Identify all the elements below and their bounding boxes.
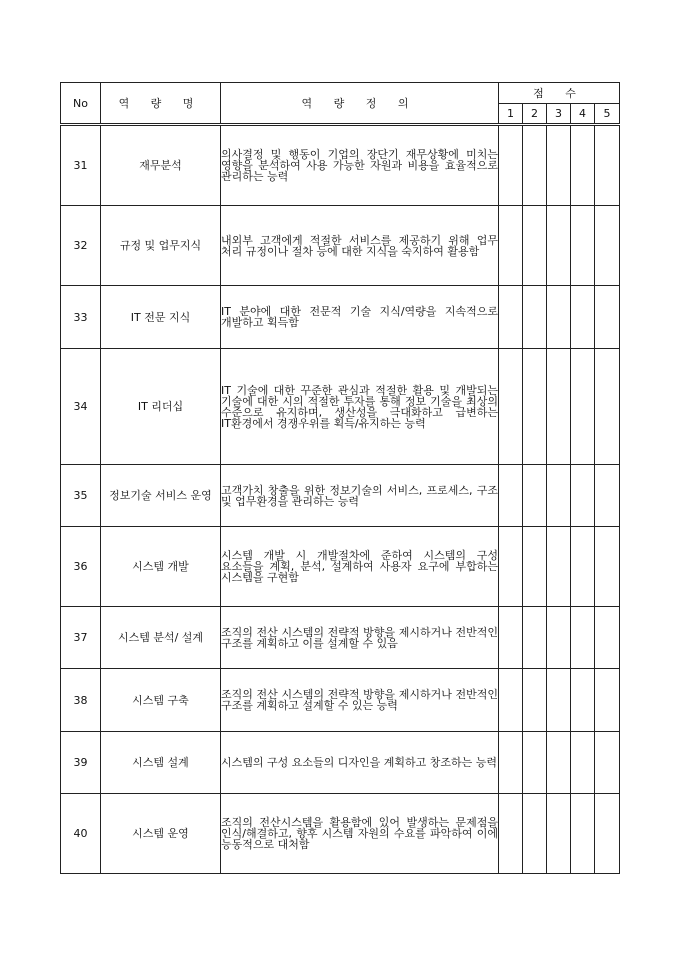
table-row bbox=[61, 527, 620, 607]
row-number: 38 bbox=[61, 669, 101, 732]
score-cell-2[interactable] bbox=[523, 349, 547, 465]
table-row bbox=[61, 206, 620, 286]
competency-name: 시스템 운영 bbox=[101, 794, 221, 874]
header-no: No bbox=[61, 83, 101, 125]
score-cell-2[interactable] bbox=[523, 206, 547, 286]
header-score-3: 3 bbox=[547, 104, 571, 125]
score-cell-3[interactable] bbox=[547, 794, 571, 874]
score-cell-2[interactable] bbox=[523, 286, 547, 349]
score-cell-2[interactable] bbox=[523, 669, 547, 732]
table-row bbox=[61, 794, 620, 874]
row-number: 37 bbox=[61, 607, 101, 669]
score-cell-3[interactable] bbox=[547, 206, 571, 286]
score-cell-5[interactable] bbox=[595, 286, 620, 349]
score-cell-3[interactable] bbox=[547, 465, 571, 527]
score-cell-5[interactable] bbox=[595, 607, 620, 669]
competency-definition: 조직의 전산 시스템의 전략적 방향을 제시하거나 전반적인 구조를 계획하고 설계할 수 있는 능력 bbox=[221, 669, 499, 732]
score-cell-4[interactable] bbox=[571, 527, 595, 607]
competency-definition: 내외부 고객에게 적절한 서비스를 제공하기 위해 업무 처리 규정이나 절차 등에 대한 지식을 숙지하여 활용함 bbox=[221, 206, 499, 286]
score-cell-2[interactable] bbox=[523, 607, 547, 669]
competency-name: IT 전문 지식 bbox=[101, 286, 221, 349]
score-cell-5[interactable] bbox=[595, 465, 620, 527]
table-row bbox=[61, 465, 620, 527]
score-cell-3[interactable] bbox=[547, 125, 571, 206]
score-cell-1[interactable] bbox=[499, 286, 523, 349]
competency-definition: 시스템 개발 시 개발절차에 준하여 시스템의 구성 요소들을 계획, 분석, 설계하여 사용자 요구에 부합하는 시스템을 구현함 bbox=[221, 527, 499, 607]
competency-name: 규정 및 업무지식 bbox=[101, 206, 221, 286]
score-cell-1[interactable] bbox=[499, 607, 523, 669]
header-score-5: 5 bbox=[595, 104, 620, 125]
score-cell-5[interactable] bbox=[595, 669, 620, 732]
score-cell-4[interactable] bbox=[571, 349, 595, 465]
header-score: 점 수 bbox=[499, 83, 620, 104]
score-cell-1[interactable] bbox=[499, 732, 523, 794]
score-cell-3[interactable] bbox=[547, 286, 571, 349]
table-header bbox=[61, 83, 620, 125]
table-row bbox=[61, 125, 620, 206]
score-cell-2[interactable] bbox=[523, 125, 547, 206]
header-competency-definition: 역 량 정 의 bbox=[221, 83, 499, 125]
row-number: 39 bbox=[61, 732, 101, 794]
score-cell-4[interactable] bbox=[571, 125, 595, 206]
row-number: 32 bbox=[61, 206, 101, 286]
score-cell-4[interactable] bbox=[571, 607, 595, 669]
competency-definition: IT 분야에 대한 전문적 기술 지식/역량을 지속적으로 개발하고 획득함 bbox=[221, 286, 499, 349]
competency-definition: IT 기술에 대한 꾸준한 관심과 적절한 활용 및 개발되는 기술에 대한 시의 적절한 투자를 통해 정보 기술을 최상의 수준으로 유지하며, 생산성을 극대화하고 급변하는 IT환경에서 경쟁우위를 획득/유지하는 능력 bbox=[221, 349, 499, 465]
score-cell-1[interactable] bbox=[499, 125, 523, 206]
table-body bbox=[61, 125, 620, 874]
competency-definition: 시스템의 구성 요소들의 디자인을 계획하고 창조하는 능력 bbox=[221, 732, 499, 794]
score-cell-3[interactable] bbox=[547, 607, 571, 669]
competency-name: 시스템 분석/ 설계 bbox=[101, 607, 221, 669]
score-cell-1[interactable] bbox=[499, 669, 523, 732]
competency-name: 정보기술 서비스 운영 bbox=[101, 465, 221, 527]
table-row bbox=[61, 669, 620, 732]
table-row bbox=[61, 286, 620, 349]
competency-definition: 조직의 전산 시스템의 전략적 방향을 제시하거나 전반적인 구조를 계획하고 이를 설계할 수 있음 bbox=[221, 607, 499, 669]
score-cell-4[interactable] bbox=[571, 206, 595, 286]
score-cell-4[interactable] bbox=[571, 465, 595, 527]
header-competency-name: 역 량 명 bbox=[101, 83, 221, 125]
score-cell-2[interactable] bbox=[523, 465, 547, 527]
score-cell-1[interactable] bbox=[499, 527, 523, 607]
score-cell-1[interactable] bbox=[499, 465, 523, 527]
competency-name: 시스템 구축 bbox=[101, 669, 221, 732]
score-cell-4[interactable] bbox=[571, 286, 595, 349]
score-cell-5[interactable] bbox=[595, 349, 620, 465]
score-cell-1[interactable] bbox=[499, 206, 523, 286]
header-score-4: 4 bbox=[571, 104, 595, 125]
score-cell-1[interactable] bbox=[499, 794, 523, 874]
score-cell-3[interactable] bbox=[547, 732, 571, 794]
score-cell-2[interactable] bbox=[523, 732, 547, 794]
score-cell-1[interactable] bbox=[499, 349, 523, 465]
competency-name: IT 리더십 bbox=[101, 349, 221, 465]
table-row bbox=[61, 349, 620, 465]
competency-name: 시스템 설계 bbox=[101, 732, 221, 794]
score-cell-4[interactable] bbox=[571, 794, 595, 874]
score-cell-4[interactable] bbox=[571, 669, 595, 732]
score-cell-3[interactable] bbox=[547, 669, 571, 732]
score-cell-5[interactable] bbox=[595, 527, 620, 607]
table-row bbox=[61, 607, 620, 669]
score-cell-4[interactable] bbox=[571, 732, 595, 794]
competency-table bbox=[60, 82, 620, 874]
competency-definition: 고객가치 창출을 위한 정보기술의 서비스, 프로세스, 구조 및 업무환경을 관리하는 능력 bbox=[221, 465, 499, 527]
row-number: 34 bbox=[61, 349, 101, 465]
competency-name: 시스템 개발 bbox=[101, 527, 221, 607]
competency-definition: 의사결정 및 행동이 기업의 장단기 재무상황에 미치는 영향을 분석하여 사용 가능한 자원과 비용을 효율적으로 관리하는 능력 bbox=[221, 125, 499, 206]
competency-name: 재무분석 bbox=[101, 125, 221, 206]
row-number: 36 bbox=[61, 527, 101, 607]
row-number: 33 bbox=[61, 286, 101, 349]
score-cell-3[interactable] bbox=[547, 527, 571, 607]
header-score-2: 2 bbox=[523, 104, 547, 125]
row-number: 31 bbox=[61, 125, 101, 206]
row-number: 35 bbox=[61, 465, 101, 527]
score-cell-5[interactable] bbox=[595, 732, 620, 794]
score-cell-5[interactable] bbox=[595, 125, 620, 206]
score-cell-5[interactable] bbox=[595, 794, 620, 874]
table-row bbox=[61, 732, 620, 794]
competency-definition: 조직의 전산시스템을 활용함에 있어 발생하는 문제점을 인식/해결하고, 향후 시스템 자원의 수요를 파악하여 이에 능동적으로 대처함 bbox=[221, 794, 499, 874]
score-cell-2[interactable] bbox=[523, 794, 547, 874]
row-number: 40 bbox=[61, 794, 101, 874]
score-cell-2[interactable] bbox=[523, 527, 547, 607]
header-score-1: 1 bbox=[499, 104, 523, 125]
score-cell-3[interactable] bbox=[547, 349, 571, 465]
score-cell-5[interactable] bbox=[595, 206, 620, 286]
